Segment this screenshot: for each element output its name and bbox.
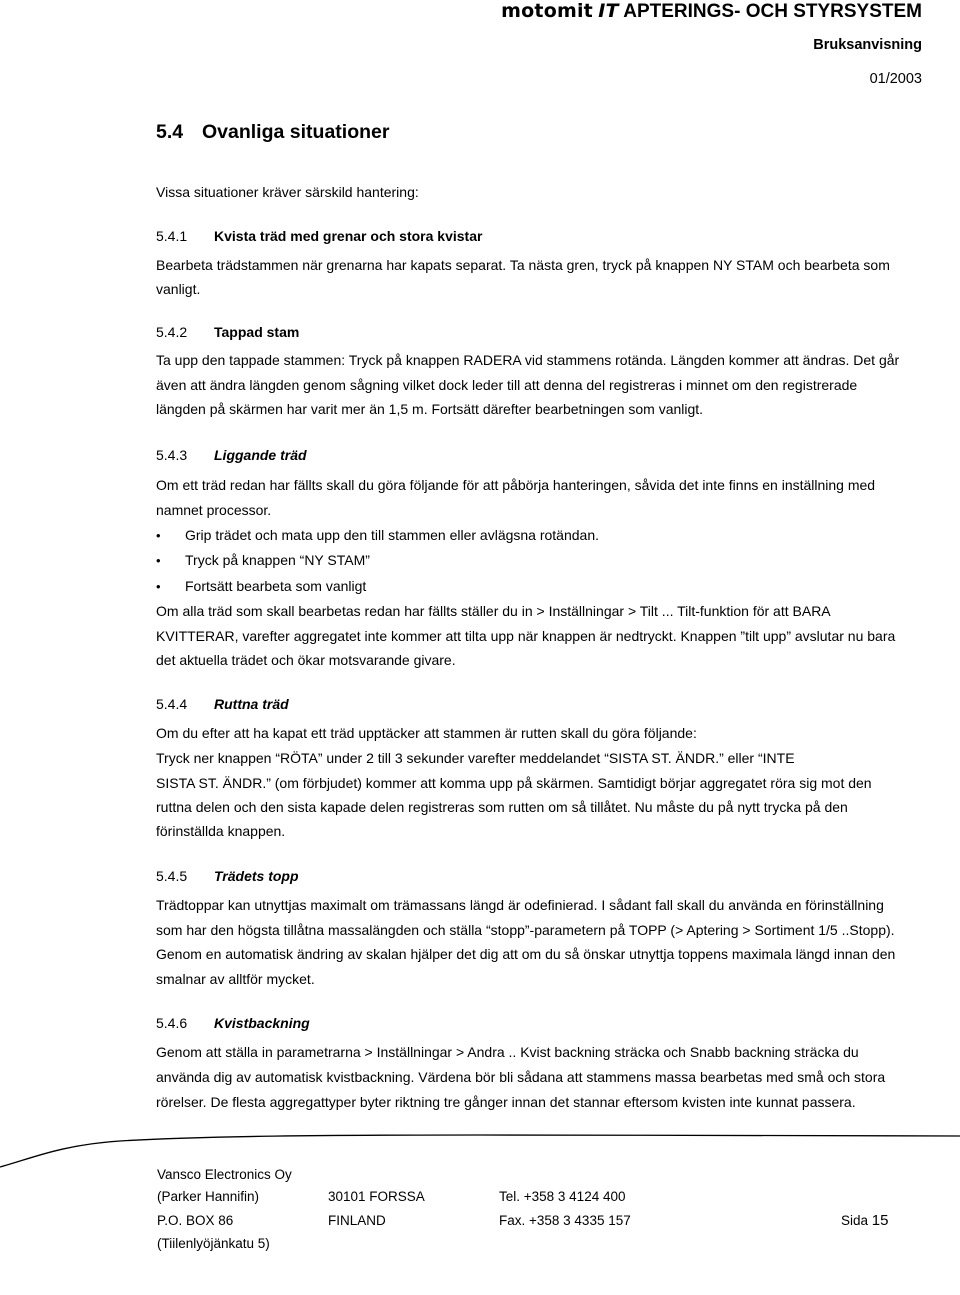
footer-tel: Tel. +358 3 4124 400 [499, 1189, 626, 1204]
paragraph-line: Om du efter att ha kapat ett träd upptäcker att stammen är rutten skall du göra följande: [156, 725, 697, 741]
subsection-title: Kvistbackning [214, 1015, 310, 1031]
subsection-number: 5.4.2 [156, 324, 188, 340]
subsection-heading [156, 447, 307, 463]
paragraph-line: namnet processor. [156, 502, 272, 518]
paragraph-line: Tryck ner knappen “RÖTA” under 2 till 3 sekunder varefter meddelandet “SISTA ST. ÄNDR.” eller “INTE [156, 750, 795, 766]
footer-street: (Tiilenlyöjänkatu 5) [157, 1236, 270, 1251]
footer-parent: (Parker Hannifin) [157, 1189, 260, 1204]
section-heading [156, 121, 389, 144]
footer-box: P.O. BOX 86 [157, 1213, 234, 1228]
subsection-title: Ruttna träd [214, 696, 289, 712]
section-intro: Vissa situationer kräver särskild hantering: [156, 184, 419, 200]
system-name: APTERINGS- OCH STYRSYSTEM [623, 1, 922, 22]
subsection-title: Kvista träd med grenar och stora kvistar [214, 228, 483, 244]
bullet-icon: • [156, 553, 161, 568]
footer-country: FINLAND [328, 1213, 386, 1228]
paragraph-line: Om alla träd som skall bearbetas redan har fällts ställer du in > Inställningar > Tilt ... Tilt-funktion för att BARA [156, 603, 831, 619]
subsection-title: Trädets topp [214, 868, 299, 884]
paragraph-line: SISTA ST. ÄNDR.” (om förbjudet) kommer att komma upp på skärmen. Samtidigt börjar aggregatet röra sig mot den [156, 775, 872, 791]
doc-date: 01/2003 [869, 71, 922, 87]
list-item-text: Fortsätt bearbeta som vanligt [185, 578, 367, 594]
subsection-number: 5.4.3 [156, 447, 188, 463]
header-title [501, 0, 922, 23]
subsection-heading [156, 1015, 310, 1031]
paragraph-line: det aktuella trädet och ökar motsvarande givare. [156, 652, 456, 668]
brand-name: motomit [501, 0, 593, 22]
doc-type: Bruksanvisning [813, 37, 922, 53]
subsection-number: 5.4.4 [156, 696, 188, 712]
paragraph-line: vanligt. [156, 281, 201, 297]
paragraph-line: rörelser. De flesta aggregattyper byter riktning tre gånger innan det stannar eftersom kvisten inte kunnat passera. [156, 1094, 856, 1110]
paragraph-line: förinställda knappen. [156, 823, 286, 839]
paragraph-line: även att ändra längden genom sågning vilket dock leder till att denna del registreras i minnet om den registrerade [156, 377, 858, 393]
paragraph-line: längden på skärmen har varit mer än 1,5 m. Fortsätt därefter bearbetningen som vanligt. [156, 401, 704, 417]
paragraph-line: KVITTERAR, varefter aggregatet inte kommer att tilta upp när knappen är nedtryckt. Knappen ”tilt upp” avslutar nu bara [156, 628, 896, 644]
list-item [156, 552, 370, 568]
subsection-heading [156, 696, 289, 712]
subsection-number: 5.4.5 [156, 868, 188, 884]
paragraph-line: som har den högsta tillåtna massalängden och ställa “stopp”-parametern på TOPP (> Aptering > Sortiment 1/5 ..Stopp). [156, 922, 895, 938]
page-label: Sida [841, 1213, 869, 1228]
subsection-number: 5.4.1 [156, 228, 188, 244]
paragraph-line: Om ett träd redan har fällts skall du göra följande för att påbörja hanteringen, såvida det inte finns en inställning med [156, 477, 876, 493]
paragraph-line: Genom en automatisk ändring av skalan hjälper det dig att om du så önskar utnyttja toppens maximala längd innan den [156, 946, 896, 962]
page-number-value: 15 [871, 1212, 889, 1229]
subsection-heading [156, 324, 299, 340]
section-title: Ovanliga situationer [202, 121, 390, 143]
footer-wave-divider [0, 1133, 960, 1173]
footer-postcode: 30101 FORSSA [328, 1189, 425, 1204]
paragraph-line: smalnar av alltför mycket. [156, 971, 315, 987]
paragraph-line: ruttna delen och den sista kapade delen registreras som rutten om så tillåtet. Nu måste du på nytt trycka på den [156, 799, 848, 815]
paragraph-line: Ta upp den tappade stammen: Tryck på knappen RADERA vid stammens rotända. Längden kommer att ändras. Det går [156, 352, 900, 368]
bullet-icon: • [156, 528, 161, 543]
list-item [156, 527, 599, 543]
page-number [841, 1212, 888, 1229]
footer-fax: Fax. +358 3 4335 157 [499, 1213, 631, 1228]
subsection-title: Liggande träd [214, 447, 307, 463]
paragraph-line: Bearbeta trädstammen när grenarna har kapats separat. Ta nästa gren, tryck på knappen NY STAM och bearbeta som [156, 257, 890, 273]
brand-it: IT [598, 0, 619, 22]
subsection-heading [156, 868, 299, 884]
section-number: 5.4 [156, 121, 184, 143]
list-item-text: Grip trädet och mata upp den till stammen eller avlägsna rotändan. [185, 527, 600, 543]
footer-company: Vansco Electronics Oy [157, 1167, 292, 1182]
paragraph-line: Genom att ställa in parametrarna > Inställningar > Andra .. Kvist backning sträcka och Snabb backning sträcka du [156, 1044, 859, 1060]
paragraph-line: använda dig av automatisk kvistbackning. Värdena bör bli sådana att stammens massa bearbetas med små och stora [156, 1069, 886, 1085]
subsection-heading [156, 228, 482, 244]
subsection-title: Tappad stam [214, 324, 300, 340]
bullet-icon: • [156, 579, 161, 594]
subsection-number: 5.4.6 [156, 1015, 188, 1031]
paragraph-line: Trädtoppar kan utnyttjas maximalt om trämassans längd är odefinierad. I sådant fall skall du använda en förinställning [156, 897, 884, 913]
list-item-text: Tryck på knappen “NY STAM” [185, 552, 370, 568]
list-item [156, 578, 366, 594]
